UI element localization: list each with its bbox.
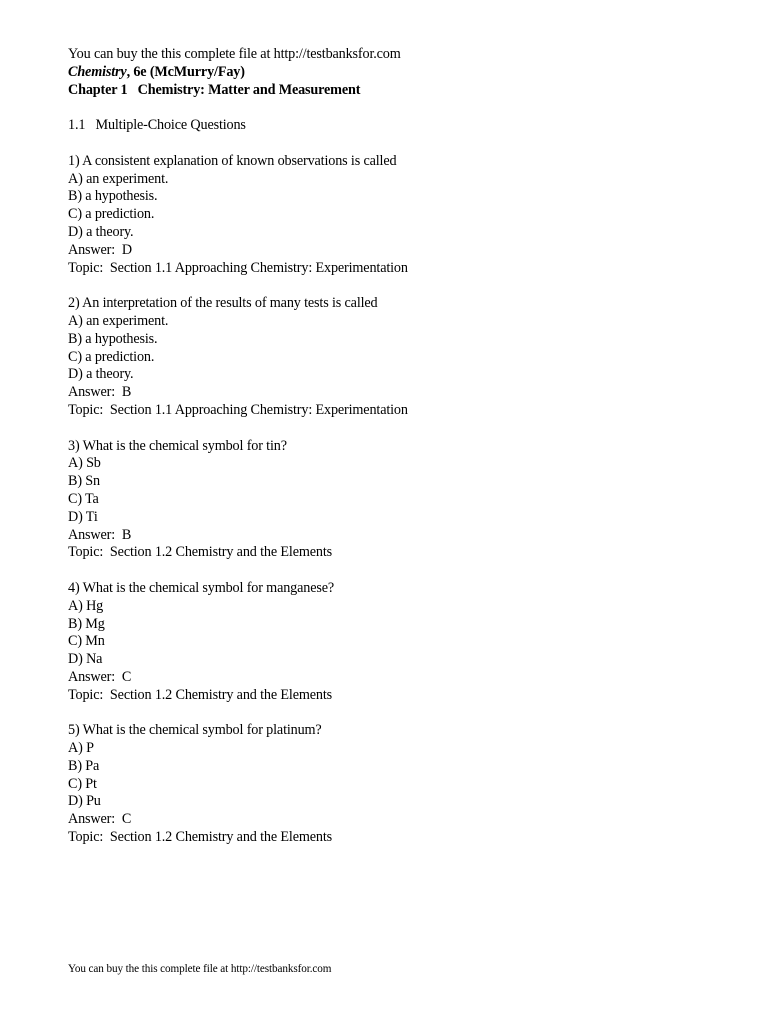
option-a: A) an experiment. — [68, 170, 169, 187]
option-c: C) Mn — [68, 633, 105, 650]
answer-line: Answer: C — [68, 811, 132, 828]
option-c: C) Pt — [68, 775, 97, 792]
book-title-line — [68, 64, 728, 82]
chapter-title: Chapter 1 Chemistry: Matter and Measurement — [68, 81, 361, 98]
spacer — [68, 562, 728, 580]
question-stem: 5) What is the chemical symbol for platinum? — [68, 722, 322, 739]
option-d: D) Pu — [68, 793, 101, 810]
spacer — [68, 135, 728, 153]
question-1 — [68, 153, 728, 278]
option-d: D) Ti — [68, 508, 98, 525]
topic-line: Topic: Section 1.2 Chemistry and the Elements — [68, 686, 332, 703]
option-a: A) Hg — [68, 597, 104, 614]
option-b: B) Sn — [68, 473, 100, 490]
spacer — [68, 277, 728, 295]
question-5 — [68, 722, 728, 847]
option-c: C) Ta — [68, 490, 99, 507]
topic-line: Topic: Section 1.2 Chemistry and the Elements — [68, 829, 332, 846]
option-d: D) a theory. — [68, 366, 134, 383]
question-stem: 1) A consistent explanation of known observations is called — [68, 152, 397, 169]
spacer — [68, 420, 728, 438]
answer-line: Answer: B — [68, 384, 132, 401]
option-b: B) Mg — [68, 615, 105, 632]
book-edition: , 6e (McMurry/Fay) — [126, 63, 245, 80]
option-a: A) an experiment. — [68, 312, 169, 329]
section-heading: 1.1 Multiple-Choice Questions — [68, 117, 246, 134]
option-c: C) a prediction. — [68, 206, 155, 223]
option-a: A) Sb — [68, 455, 101, 472]
question-stem: 2) An interpretation of the results of many tests is called — [68, 295, 378, 312]
option-c: C) a prediction. — [68, 348, 155, 365]
question-2 — [68, 295, 728, 420]
option-b: B) a hypothesis. — [68, 330, 158, 347]
question-3 — [68, 438, 728, 563]
topic-line: Topic: Section 1.1 Approaching Chemistry: Experimentation — [68, 259, 408, 276]
question-4 — [68, 580, 728, 705]
spacer — [68, 99, 728, 117]
option-b: B) Pa — [68, 757, 100, 774]
document-page — [68, 46, 728, 847]
question-stem: 4) What is the chemical symbol for manganese? — [68, 579, 335, 596]
spacer — [68, 704, 728, 722]
option-a: A) P — [68, 740, 94, 757]
option-d: D) Na — [68, 651, 103, 668]
answer-line: Answer: D — [68, 241, 132, 258]
question-stem: 3) What is the chemical symbol for tin? — [68, 437, 287, 454]
topic-line: Topic: Section 1.1 Approaching Chemistry: Experimentation — [68, 401, 408, 418]
topic-line: Topic: Section 1.2 Chemistry and the Elements — [68, 544, 332, 561]
header-buy-note: You can buy the this complete file at http://testbanksfor.com — [68, 46, 401, 62]
book-title: Chemistry — [68, 63, 127, 80]
footer-buy-note: You can buy the this complete file at http://testbanksfor.com — [68, 963, 332, 975]
option-b: B) a hypothesis. — [68, 188, 158, 205]
answer-line: Answer: B — [68, 526, 132, 543]
option-d: D) a theory. — [68, 223, 134, 240]
answer-line: Answer: C — [68, 668, 132, 685]
